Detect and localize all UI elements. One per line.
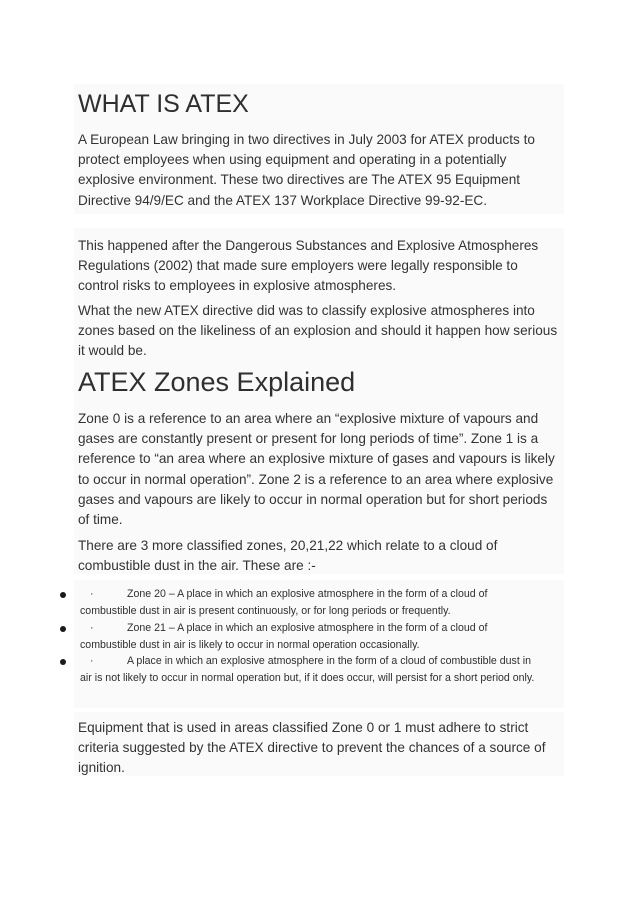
paragraph-dust-zones: There are 3 more classified zones, 20,21,22 which relate to a cloud of combustible dust in the air. These are :-	[78, 538, 498, 574]
bullet-dot-icon	[60, 592, 66, 598]
section-heading: ATEX Zones Explained	[78, 367, 356, 397]
document-page: WHAT IS ATEX A European Law bringing in two directives in July 2003 for ATEX products to protect employees when using equipment and operating in a potentially explosive environment. These two directives are The ATEX 95 Equipment Directive 94/9/EC and the ATEX 137 Workplace Directive 99-92-EC. This happened after the Dangerous Substances and Explosive Atmospheres Regulations (2002) that made sure employers were legally responsible to control risks to employees in explosive atmospheres. What the new ATEX directive did was to classify explosive atmospheres into zones based on the likeliness of an explosion and should it happen how serious it would be. ATEX Zones Explained Zone 0 is a reference to an area where an “explosive mixture of vapours and gases are constantly present or present for long periods of time”. Zone 1 is a reference to “an area where an explosive mixture of gases and vapours is likely to occur in normal operation”. Zone 2 is a reference to an area where explosive gases and vapours are likely to occur in normal operation but for short periods of time. There are 3 more classified zones, 20,21,22 which relate to a cloud of combustible dust in the air. These are :- · Zone 20 – A place in which an explosive atmosphere in the form of a cloud of combustible dust in air is present continuously, or for long periods or frequently. · Zone 21 – A place in which an explosive atmosphere in the form of a cloud of combustible dust in air is likely to occur in normal operation occasionally. · A place in which an explosive atmosphere in the form of a cloud of combustible dust in air is not likely to occur in normal operation but, if it does occur, will persist for a short period only. Equipment that is used in areas classified Zone 0 or 1 must adhere to strict criteria suggested by the ATEX directive to prevent the chances of a source of ignition.	[0, 0, 638, 903]
bullet-dot-icon	[60, 659, 66, 665]
bullet-dot-icon	[60, 626, 66, 632]
page-title: WHAT IS ATEX	[78, 90, 249, 118]
paragraph-intro: A European Law bringing in two directives in July 2003 for ATEX products to protect employees when using equipment and operating in a potentially explosive environment. These two directives are The ATEX 95 Equipment Directive 94/9/EC and the ATEX 137 Workplace Directive 99-92-EC.	[78, 132, 535, 208]
paragraph-classification: What the new ATEX directive did was to classify explosive atmospheres into zones based on the likeliness of an explosion and should it happen how serious it would be.	[78, 303, 558, 359]
paragraph-closing: Equipment that is used in areas classified Zone 0 or 1 must adhere to strict criteria suggested by the ATEX directive to prevent the chances of a source of ignition.	[78, 720, 546, 776]
paragraph-zones: Zone 0 is a reference to an area where an “explosive mixture of vapours and gases are constantly present or present for long periods of time”. Zone 1 is a reference to “an area where an explosive mixture of gases and vapours is likely to occur in normal operation”. Zone 2 is a reference to an area where explosive gases and vapours are likely to occur in normal operation but for short periods of time.	[78, 411, 555, 528]
paragraph-history: This happened after the Dangerous Substances and Explosive Atmospheres Regulations (2002) that made sure employers were legally responsible to control risks to employees in explosive atmospheres.	[78, 238, 539, 294]
